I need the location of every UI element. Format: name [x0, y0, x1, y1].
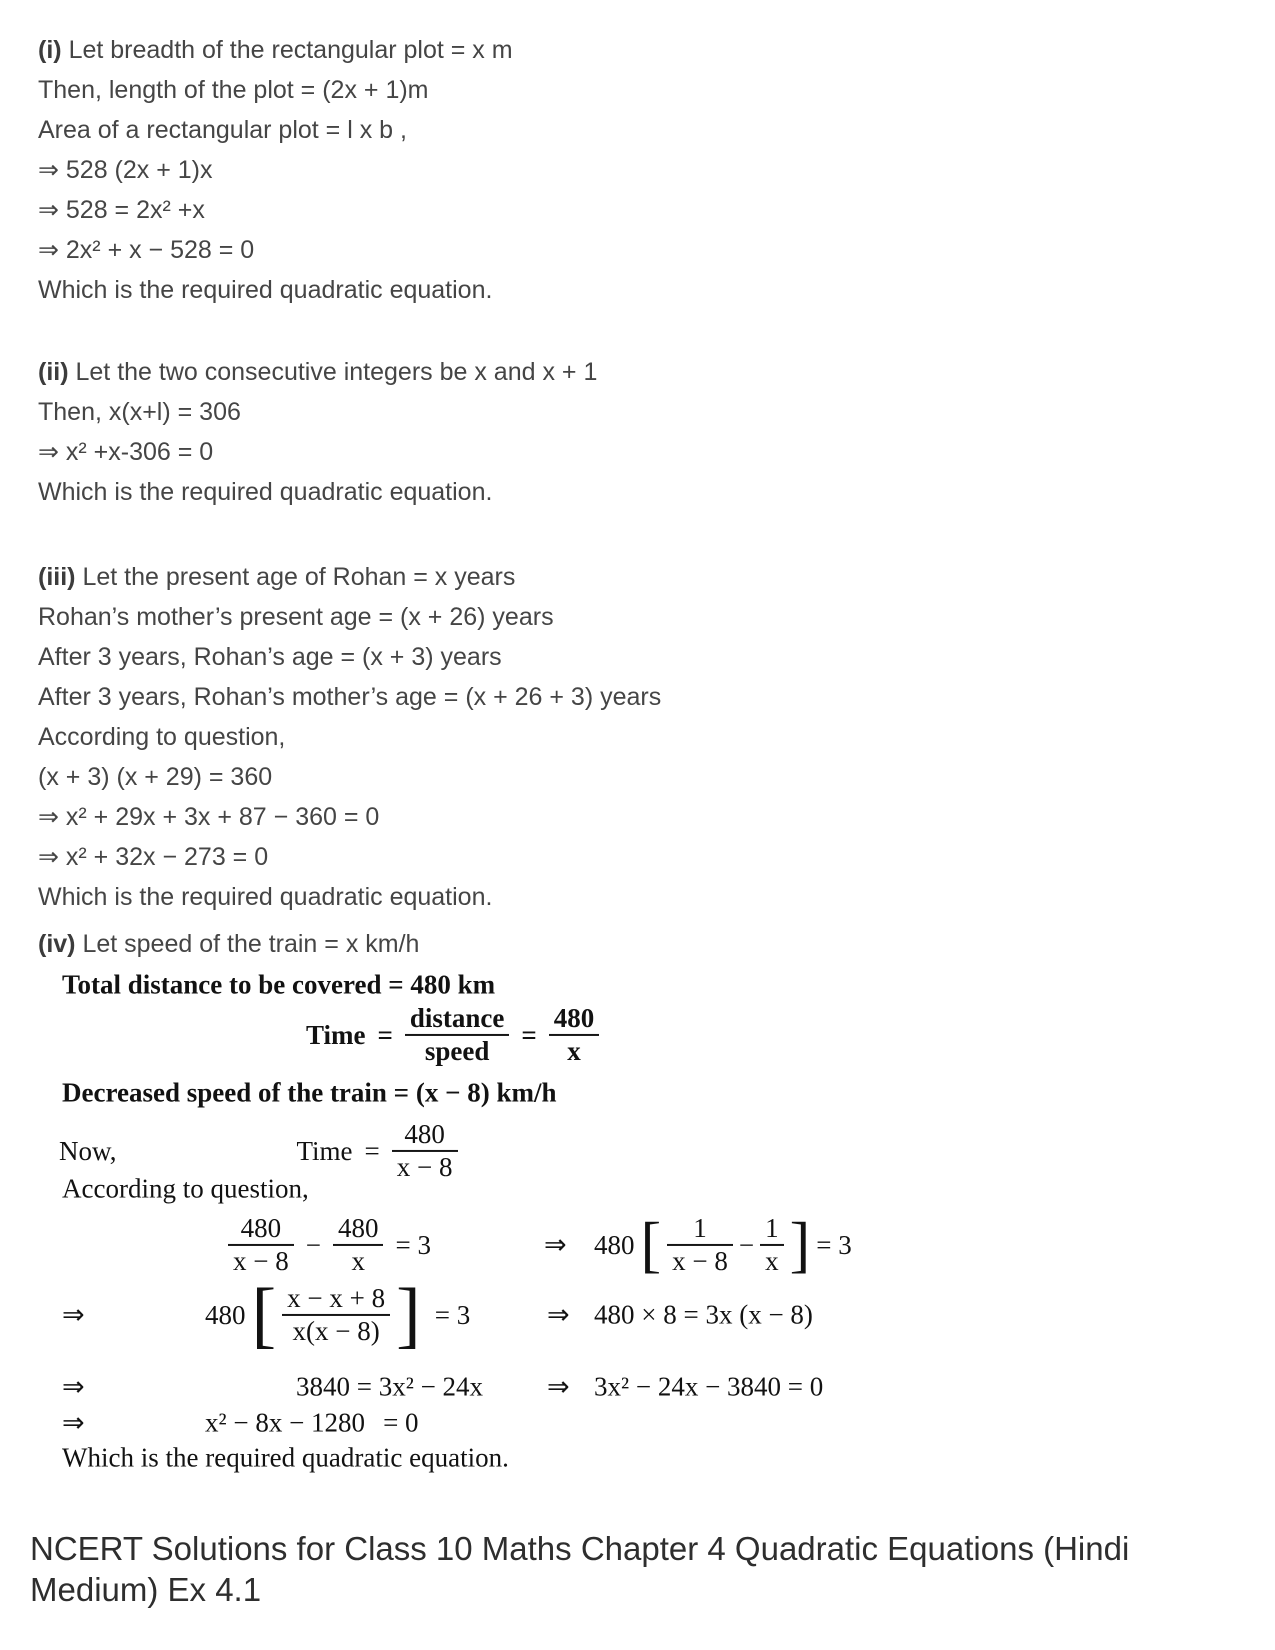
solution-line: ⇒ 2x² + x − 528 = 0 [38, 236, 255, 264]
equals-value: = 3 [816, 1229, 852, 1260]
solution-line [38, 30, 513, 70]
fraction-x-minus-x-plus-8 [282, 1283, 390, 1347]
implies-arrow: ⇒ [547, 1299, 570, 1330]
coefficient: 480 [205, 1299, 246, 1330]
solution-line: ⇒ 528 = 2x² +x [38, 196, 205, 224]
minus-sign: − [738, 1229, 755, 1260]
solution-line [38, 924, 419, 964]
equation-row2-right: 480 × 8 = 3x (x − 8) [594, 1299, 813, 1330]
fraction-480-x-minus-8 [228, 1213, 294, 1277]
fraction-denominator: x − 8 [672, 1246, 728, 1276]
fraction-480-x-minus-8 [392, 1119, 458, 1183]
fraction-denominator: x(x − 8) [292, 1316, 380, 1346]
solution-part-iv [38, 924, 419, 964]
fraction-numerator: 1 [667, 1213, 733, 1246]
part-label: (iii) [38, 563, 76, 591]
equation-row1-right: 480 [ $\frac{1}{x - 8}$ − $\frac{1}{x}$ ] = 3 [594, 1211, 852, 1279]
implies-arrow: ⇒ [62, 1407, 85, 1438]
fraction-denominator: speed [424, 1036, 490, 1066]
equals-value: = 3 [395, 1229, 431, 1260]
solution-line: ⇒ 528 (2x + 1)x [38, 156, 213, 184]
fraction-denominator: x [765, 1246, 779, 1276]
solution-line: According to question, [38, 723, 286, 751]
fraction-1-x-minus-8 [667, 1213, 733, 1277]
fraction-numerator: 1 [760, 1213, 784, 1246]
equals-sign: = [364, 1135, 380, 1166]
solution-line: Then, length of the plot = (2x + 1)m [38, 76, 429, 104]
fraction-numerator: 480 [228, 1213, 294, 1246]
fraction-denominator: x − 8 [396, 1152, 453, 1182]
solution-line: After 3 years, Rohan’s mother’s age = (x + 26 + 3) years [38, 683, 662, 711]
part-label: (iv) [38, 930, 76, 958]
fraction-numerator: 480 [549, 1003, 600, 1036]
solution-part-ii [38, 352, 597, 512]
closing-line: Which is the required quadratic equation. [62, 1442, 509, 1473]
now-label: Now, [59, 1135, 117, 1166]
coefficient: 480 [594, 1229, 635, 1260]
fraction-denominator: x − 8 [233, 1246, 289, 1276]
equation-left-side: x² − 8x − 1280 [205, 1407, 366, 1438]
time-label: Time [306, 1019, 366, 1050]
line-text: Let breadth of the rectangular plot = x m [68, 36, 513, 64]
line-text: Let the present age of Rohan = x years [82, 563, 516, 591]
according-line: According to question, [62, 1173, 309, 1204]
decreased-speed-line: Decreased speed of the train = (x − 8) km/h [62, 1077, 557, 1108]
fraction-numerator: distance [405, 1003, 510, 1036]
solution-line: Then, x(x+l) = 306 [38, 398, 241, 426]
total-distance-line: Total distance to be covered = 480 km [62, 969, 496, 1000]
part-label: (i) [38, 36, 62, 64]
time-label: Time [296, 1135, 353, 1166]
fraction-480-x [549, 1003, 600, 1067]
line-text: Let the two consecutive integers be x and x + 1 [75, 358, 598, 386]
page-title: NCERT Solutions for Class 10 Maths Chapter 4 Quadratic Equations (Hindi Medium) Ex 4.1 [30, 1530, 1130, 1608]
solution-line: Which is the required quadratic equation. [38, 276, 493, 304]
solution-line: After 3 years, Rohan’s age = (x + 3) years [38, 643, 502, 671]
equation-row4 [205, 1408, 419, 1439]
equation-row2-left: 480 [ $\frac{x - x + 8}{x(x - 8)}$ ] = 3 [205, 1274, 471, 1356]
fraction-denominator: x [567, 1036, 581, 1066]
time-equation-1 [306, 1003, 599, 1067]
solution-line: (x + 3) (x + 29) = 360 [38, 763, 273, 791]
solution-line: ⇒ x² + 32x − 273 = 0 [38, 843, 269, 871]
fraction-distance-speed [405, 1003, 510, 1067]
equals-sign: = [521, 1019, 537, 1050]
fraction-numerator: x − x + 8 [282, 1283, 390, 1316]
equals-sign: = [377, 1019, 393, 1050]
fraction-1-x [760, 1213, 784, 1277]
fraction-480-x [333, 1213, 384, 1277]
solution-part-iii [38, 557, 661, 917]
equals-value: = 3 [434, 1299, 471, 1330]
implies-arrow: ⇒ [62, 1299, 85, 1330]
solution-line: ⇒ x² +x-306 = 0 [38, 438, 214, 466]
line-text: Let speed of the train = x km/h [82, 930, 420, 958]
implies-arrow: ⇒ [544, 1229, 567, 1260]
solution-line [38, 557, 661, 597]
fraction-denominator: x [351, 1246, 365, 1276]
fraction-numerator: 480 [392, 1119, 458, 1152]
equals-value: = 0 [383, 1407, 419, 1438]
solution-line: Which is the required quadratic equation. [38, 478, 493, 506]
implies-arrow: ⇒ [547, 1371, 570, 1402]
solution-line: Which is the required quadratic equation. [38, 883, 493, 911]
solution-line [38, 352, 597, 392]
solution-line: Rohan’s mother’s present age = (x + 26) years [38, 603, 554, 631]
part-label: (ii) [38, 358, 69, 386]
solution-line: ⇒ x² + 29x + 3x + 87 − 360 = 0 [38, 803, 380, 831]
equation-row3-right: 3x² − 24x − 3840 = 0 [594, 1371, 824, 1402]
fraction-numerator: 480 [333, 1213, 384, 1246]
implies-arrow: ⇒ [62, 1371, 85, 1402]
solution-part-i [38, 30, 513, 310]
solution-line: Area of a rectangular plot = l x b , [38, 116, 407, 144]
minus-sign: − [305, 1229, 321, 1260]
equation-row1-left [228, 1213, 431, 1277]
equation-row3-left: 3840 = 3x² − 24x [296, 1371, 484, 1402]
